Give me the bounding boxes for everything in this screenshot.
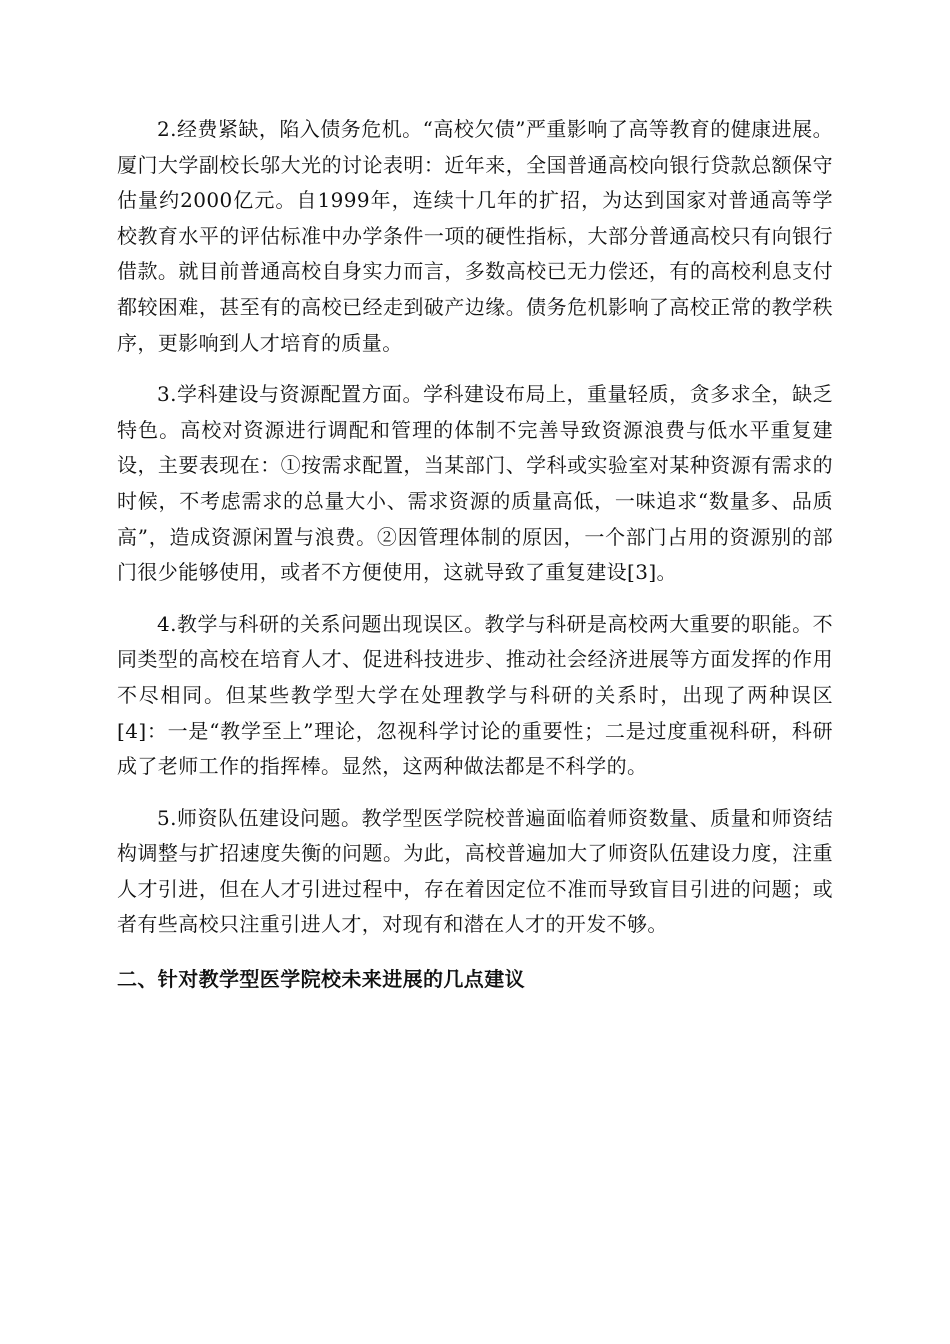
paragraph-teaching-research: 4.教学与科研的关系问题出现误区。教学与科研是高校两大重要的职能。不同类型的高校在培育人才、促进科技进步、推动社会经济进展等方面发挥的作用不尽相同。但某些教学型大学在处理教学与科研的关系时，出现了两种误区[4]：一是“教学至上”理论，忽视科学讨论的重要性；二是过度重视科研，科研成了老师工作的指挥棒。显然，这两种做法都是不科学的。 xyxy=(117,611,833,779)
section-heading: 二、针对教学型医学院校未来进展的几点建议 xyxy=(117,967,525,992)
paragraph-discipline-resources: 3.学科建设与资源配置方面。学科建设布局上，重量轻质，贪多求全，缺乏特色。高校对资源进行调配和管理的体制不完善导致资源浪费与低水平重复建设，主要表现在：①按需求配置，当某部门、学科或实验室对某种资源有需求的时候，不考虑需求的总量大小、需求资源的质量高低，一味追求“数量多、品质高”，造成资源闲置与浪费。②因管理体制的原因，一个部门占用的资源别的部门很少能够使用，或者不方便使用，这就导致了重复建设[3]。 xyxy=(117,382,833,585)
document-page xyxy=(117,112,833,997)
paragraph-funding-debt: 2.经费紧缺，陷入债务危机。“高校欠债”严重影响了高等教育的健康进展。厦门大学副校长邬大光的讨论表明：近年来，全国普通高校向银行贷款总额保守估量约2000亿元。自1999年，连续十几年的扩招，为达到国家对普通高等学校教育水平的评估标准中办学条件一项的硬性指标，大部分普通高校只有向银行借款。就目前普通高校自身实力而言，多数高校已无力偿还，有的高校利息支付都较困难，甚至有的高校已经走到破产边缘。债务危机影响了高校正常的教学秩序，更影响到人才培育的质量。 xyxy=(117,117,833,355)
paragraph-faculty-building: 5.师资队伍建设问题。教学型医学院校普遍面临着师资数量、质量和师资结构调整与扩招速度失衡的问题。为此，高校普遍加大了师资队伍建设力度，注重人才引进，但在人才引进过程中，存在着因定位不准而导致盲目引进的问题；或者有些高校只注重引进人才，对现有和潜在人才的开发不够。 xyxy=(117,805,833,937)
